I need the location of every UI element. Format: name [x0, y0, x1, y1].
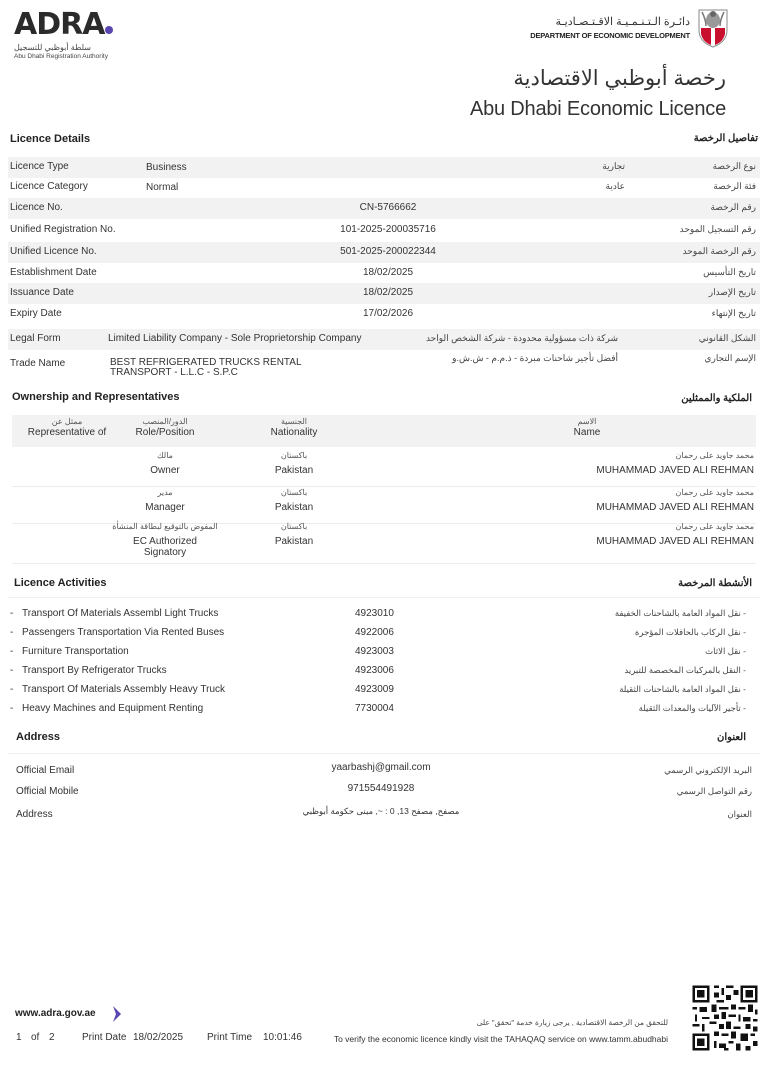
trade-name-row — [8, 352, 760, 380]
activity-name-arabic: - نقل المواد العامة بالشاحنات الثقيلة — [619, 684, 746, 694]
field-label-arabic: الإسم التجاري — [704, 353, 756, 363]
field-label-arabic: رقم الرخصة — [710, 202, 756, 212]
activity-name-arabic: - تأجير الآليات والمعدات الثقيلة — [638, 703, 746, 713]
field-label-arabic: العنوان — [727, 809, 752, 819]
field-label: Licence Category — [10, 181, 88, 192]
field-label: Licence No. — [10, 202, 63, 213]
activity-code: 7730004 — [355, 703, 394, 714]
field-label: Legal Form — [10, 333, 61, 344]
licence-details-heading-arabic: تفاصيل الرخصة — [693, 133, 758, 144]
section-divider — [8, 753, 760, 754]
role-cell: مدير Manager — [145, 488, 185, 513]
print-date-label: Print Date — [82, 1032, 127, 1043]
page-current: 1 — [16, 1032, 22, 1043]
ownership-heading-arabic: الملكية والممثلين — [681, 393, 752, 404]
activity-item: - Transport By Refrigerator Trucks 4923006 - النقل بالمركبات المخصصة للتبريد — [10, 665, 746, 676]
column-role: الدور/المنصب Role/Position — [135, 417, 195, 438]
activity-item: - Transport Of Materials Assembly Heavy Truck 4923009 - نقل المواد العامة بالشاحنات الثقيلة — [10, 684, 746, 695]
activities-heading: Licence Activities — [14, 577, 107, 589]
activity-name: Transport Of Materials Assembly Heavy Truck — [22, 684, 226, 695]
name-cell: محمد جاويد على رحمان MUHAMMAD JAVED ALI REHMAN — [596, 451, 754, 476]
qr-code[interactable] — [690, 982, 760, 1054]
activity-name: Furniture Transportation — [22, 646, 129, 657]
field-value-line2: TRANSPORT - L.L.C - S.P.C — [110, 367, 238, 378]
address-heading-arabic: العنوان — [717, 732, 746, 743]
activity-code: 4923006 — [355, 665, 394, 676]
ownership-table-header — [12, 415, 756, 447]
activity-code: 4923009 — [355, 684, 394, 695]
field-label-arabic: تاريخ التأسيس — [703, 267, 756, 277]
field-label-arabic: البريد الإلكتروني الرسمي — [664, 765, 752, 775]
ded-english-name: DEPARTMENT OF ECONOMIC DEVELOPMENT — [530, 31, 690, 40]
column-name: الاسم Name — [573, 417, 601, 438]
name-cell: محمد جاويد على رحمان MUHAMMAD JAVED ALI REHMAN — [596, 522, 754, 547]
unified-licence-row — [8, 242, 760, 263]
nationality-cell: باكستان Pakistan — [274, 488, 314, 513]
activity-name-arabic: - نقل المواد العامة بالشاحنات الخفيفة — [614, 608, 746, 618]
activities-heading-arabic: الأنشطة المرخصة — [678, 578, 752, 589]
document-title-arabic: رخصة أبوظبي الاقتصادية — [513, 67, 726, 90]
verify-notice: To verify the economic licence kindly visit the TAHAQAQ service on www.tamm.abudhabi — [333, 1034, 668, 1044]
field-label: Issuance Date — [10, 287, 74, 298]
activity-name-arabic: - النقل بالمركبات المخصصة للتبريد — [624, 665, 746, 675]
activity-item: - Passengers Transportation Via Rented Buses 4922006 - نقل الركاب بالحافلات المؤجرة — [10, 627, 746, 638]
page-of: of — [31, 1032, 40, 1043]
licence-number-row — [8, 198, 760, 219]
licence-category-row — [8, 177, 760, 198]
nationality-cell: باكستان Pakistan — [274, 451, 314, 476]
field-label: Expiry Date — [10, 308, 62, 319]
manager-row — [12, 487, 756, 524]
field-value-arabic: أفضل تأجير شاحنات مبردة - ذ.م.م - ش.ش.و — [452, 353, 618, 363]
column-nationality: الجنسية Nationality — [270, 417, 318, 438]
field-label-arabic: تاريخ الإصدار — [708, 287, 756, 297]
verify-notice-arabic: للتحقق من الرخصة الاقتصادية , يرجى زيارة خدمة "تحقق" على — [476, 1018, 668, 1027]
field-value: 18/02/2025 — [362, 287, 414, 298]
adra-logo — [14, 7, 124, 60]
name-cell: محمد جاويد على رحمان MUHAMMAD JAVED ALI REHMAN — [596, 488, 754, 513]
activity-item: - Furniture Transportation 4923003 - نقل الاثاث — [10, 646, 746, 657]
legal-form-row — [8, 329, 760, 350]
official-mobile-value: 971554491928 — [347, 783, 415, 794]
field-label: Establishment Date — [10, 267, 97, 278]
print-date-value: 18/02/2025 — [133, 1032, 184, 1043]
field-value: 17/02/2026 — [362, 308, 414, 319]
activity-code: 4923003 — [355, 646, 394, 657]
official-email-value: yaarbashj@gmail.com — [331, 762, 431, 773]
activity-name: Passengers Transportation Via Rented Buses — [22, 627, 225, 638]
licence-details-heading: Licence Details — [10, 133, 91, 145]
field-label: Official Email — [16, 765, 75, 776]
field-value: Limited Liability Company - Sole Proprietorship Company — [108, 333, 362, 344]
adra-english-name: Abu Dhabi Registration Authority — [14, 53, 108, 60]
activity-name-arabic: - نقل الاثاث — [705, 646, 746, 656]
adra-dot-icon — [105, 26, 113, 34]
field-label: Unified Registration No. — [10, 224, 116, 235]
unified-registration-row — [8, 220, 760, 241]
chevron-right-icon — [110, 1005, 124, 1023]
field-value: 18/02/2025 — [362, 267, 414, 278]
activity-name: Transport Of Materials Assembl Light Trucks — [22, 608, 219, 619]
field-label: Official Mobile — [16, 786, 79, 797]
field-label-arabic: نوع الرخصة — [712, 161, 756, 171]
print-time-label: Print Time — [207, 1032, 253, 1043]
authorized-signatory-row — [12, 524, 756, 564]
adra-website-link[interactable]: www.adra.gov.ae — [15, 1008, 96, 1019]
activity-name: Heavy Machines and Equipment Renting — [22, 703, 204, 714]
field-value-arabic: شركة ذات مسؤولية محدودة - شركة الشخص الواحد — [425, 333, 618, 343]
field-label: Trade Name — [10, 358, 66, 369]
field-value: 101-2025-200035716 — [340, 224, 436, 235]
activity-code: 4923010 — [355, 608, 394, 619]
activity-item: - Heavy Machines and Equipment Renting 7730004 - تأجير الآليات والمعدات الثقيلة — [10, 703, 746, 714]
address-heading: Address — [16, 731, 61, 743]
role-cell: مالك Owner — [150, 451, 180, 476]
address-row — [16, 806, 752, 829]
address-value: مصفح, مصفح 13, 0 : ~, مبنى حكومة أبوظبي — [302, 806, 460, 816]
nationality-cell: باكستان Pakistan — [274, 522, 314, 547]
adra-wordmark: ADRA — [14, 10, 124, 40]
official-mobile-row — [16, 783, 752, 806]
ded-arabic-name: دائـرة الـتـنـمـيـة الاقـتـصـاديـة — [555, 16, 690, 28]
document-title: Abu Dhabi Economic Licence — [469, 98, 726, 120]
field-value: Normal — [146, 182, 179, 193]
official-email-row — [16, 762, 752, 785]
ownership-heading: Ownership and Representatives — [12, 391, 180, 403]
issuance-date-row — [8, 283, 760, 304]
field-label-arabic: تاريخ الإنتهاء — [711, 308, 756, 318]
field-label-arabic: رقم الرخصة الموحد — [682, 246, 756, 256]
column-representative-of: ممثل عن Representative of — [27, 417, 107, 438]
expiry-date-row — [8, 304, 760, 325]
field-value-arabic: عادية — [605, 181, 625, 191]
field-label: Unified Licence No. — [10, 246, 97, 257]
field-value: 501-2025-200022344 — [340, 246, 436, 257]
field-label: Licence Type — [10, 161, 69, 172]
owner-row — [12, 450, 756, 487]
field-label-arabic: رقم التواصل الرسمي — [676, 786, 752, 796]
field-label-arabic: فئة الرخصة — [713, 181, 756, 191]
field-label-arabic: رقم التسجيل الموحد — [679, 224, 756, 234]
field-value-arabic: تجارية — [602, 161, 625, 171]
section-divider — [8, 597, 760, 598]
field-value: Business — [146, 162, 187, 173]
establishment-date-row — [8, 263, 760, 284]
adra-arabic-name: سلطة أبوظبي للتسجيل — [14, 43, 91, 52]
field-label: Address — [16, 809, 53, 820]
activity-code: 4922006 — [355, 627, 394, 638]
activity-name-arabic: - نقل الركاب بالحافلات المؤجرة — [634, 627, 746, 637]
abu-dhabi-emblem-icon — [696, 6, 730, 48]
role-cell: المفوض بالتوقيع لبطاقة المنشأة EC Authorized Signatory — [112, 522, 218, 558]
licence-type-row — [8, 157, 760, 178]
field-value: CN-5766662 — [359, 202, 417, 213]
activity-item: - Transport Of Materials Assembl Light Trucks 4923010 - نقل المواد العامة بالشاحنات الخفيفة — [10, 608, 746, 619]
field-value: BEST REFRIGERATED TRUCKS RENTAL — [110, 357, 302, 368]
print-time-value: 10:01:46 — [263, 1032, 302, 1043]
activity-name: Transport By Refrigerator Trucks — [22, 665, 167, 676]
page-total: 2 — [49, 1032, 55, 1043]
ded-logo-text — [530, 15, 690, 40]
field-label-arabic: الشكل القانوني — [698, 333, 756, 343]
